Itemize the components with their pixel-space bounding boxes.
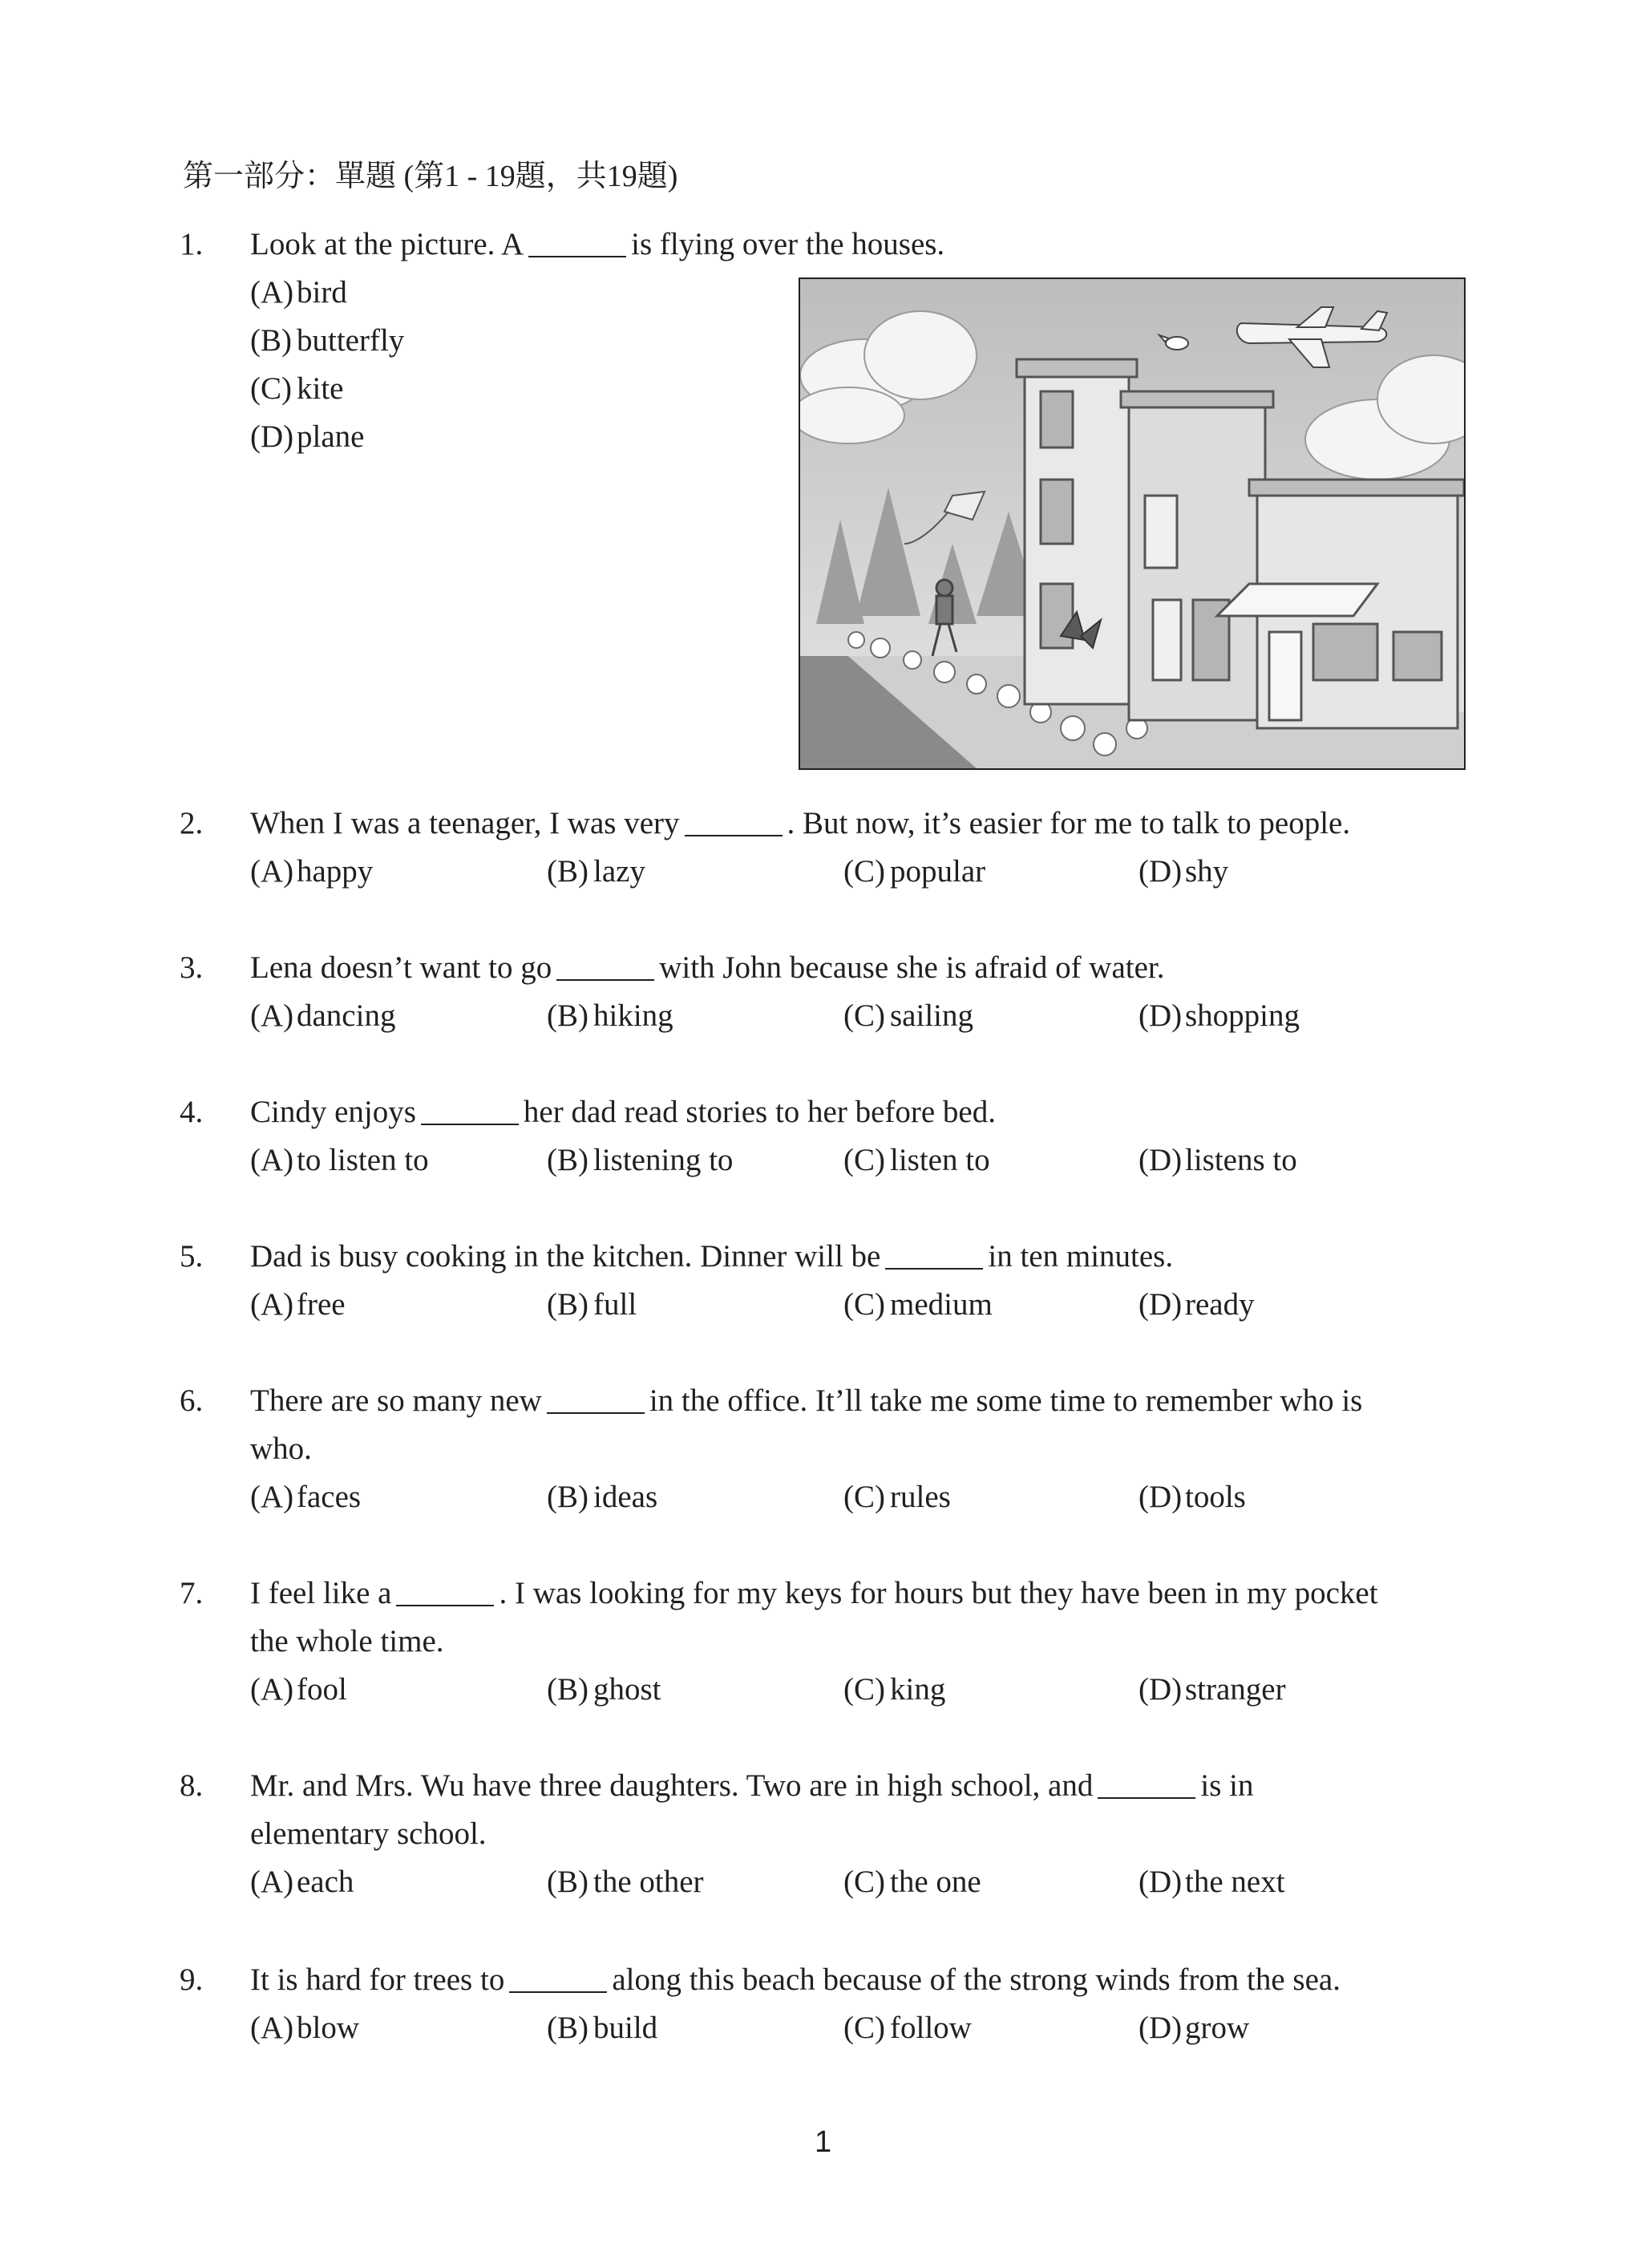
option-d[interactable]: (D)ready <box>1138 1287 1255 1322</box>
option-c[interactable]: (C) king <box>843 1672 946 1707</box>
answer-blank <box>528 232 626 257</box>
option-b[interactable]: (B) build <box>547 2011 658 2045</box>
answer-blank <box>1098 1773 1195 1799</box>
question-text: It is hard for trees to along this beach because of the strong winds from the sea. <box>250 1962 1341 1997</box>
answer-blank <box>421 1100 519 1125</box>
option-a[interactable]: (A)dancing <box>250 998 396 1033</box>
answer-blank <box>509 1967 607 1993</box>
option-c[interactable]: (C) sailing <box>843 998 973 1033</box>
option-d[interactable]: (D)tools <box>1138 1480 1246 1514</box>
question-text-continued: elementary school. <box>250 1816 487 1851</box>
option-a[interactable]: (A)each <box>250 1865 354 1899</box>
option-a[interactable]: (A)free <box>250 1287 346 1322</box>
option-b[interactable]: (B) lazy <box>547 854 645 889</box>
option-a[interactable]: (A)happy <box>250 854 374 889</box>
option-b[interactable]: (B) the other <box>547 1865 704 1899</box>
question-picture <box>799 277 1466 770</box>
question-text-continued: the whole time. <box>250 1624 444 1658</box>
option-c[interactable]: (C) kite <box>250 371 344 406</box>
question-text: When I was a teenager, I was very . But now, it’s easier for me to talk to people. <box>250 806 1351 840</box>
section-title: 第一部分：單題 (第1 - 19題，共19題) <box>183 160 678 193</box>
answer-blank <box>396 1581 494 1606</box>
option-c[interactable]: (C) rules <box>843 1480 951 1514</box>
option-d[interactable]: (D)listens to <box>1138 1143 1297 1177</box>
answer-blank <box>547 1388 645 1414</box>
question-text: I feel like a . I was looking for my keys for hours but they have been in my pocket <box>250 1576 1378 1610</box>
question-number: 5. <box>180 1239 204 1274</box>
option-a[interactable]: (A)fool <box>250 1672 347 1707</box>
question-number: 9. <box>180 1962 204 1997</box>
option-d[interactable]: (D)grow <box>1138 2011 1250 2045</box>
option-b[interactable]: (B) ideas <box>547 1480 658 1514</box>
option-c[interactable]: (C) medium <box>843 1287 993 1322</box>
option-c[interactable]: (C) follow <box>843 2011 972 2045</box>
question-number: 8. <box>180 1768 204 1803</box>
option-d[interactable]: (D)shopping <box>1138 998 1300 1033</box>
option-a[interactable]: (A)to listen to <box>250 1143 429 1177</box>
question-text: Mr. and Mrs. Wu have three daughters. Two are in high school, and is in <box>250 1768 1254 1803</box>
option-d[interactable]: (D)stranger <box>1138 1672 1286 1707</box>
option-a[interactable]: (A)blow <box>250 2011 359 2045</box>
question-text-continued: who. <box>250 1432 312 1466</box>
building-left <box>1017 359 1137 704</box>
question-number: 1. <box>180 227 204 261</box>
question-number: 7. <box>180 1576 204 1610</box>
option-d[interactable]: (D)the next <box>1138 1865 1285 1899</box>
question-number: 3. <box>180 950 204 985</box>
option-b[interactable]: (B) ghost <box>547 1672 661 1707</box>
page-number: 1 <box>815 2125 832 2159</box>
option-c[interactable]: (C) the one <box>843 1865 981 1899</box>
building-middle <box>1121 391 1273 720</box>
option-a[interactable]: (A)faces <box>250 1480 362 1514</box>
option-b[interactable]: (B) listening to <box>547 1143 734 1177</box>
answer-blank <box>556 955 654 981</box>
question-text: Dad is busy cooking in the kitchen. Dinner will be in ten minutes. <box>250 1239 1174 1274</box>
option-b[interactable]: (B) butterfly <box>250 323 405 358</box>
option-d[interactable]: (D)shy <box>1138 854 1229 889</box>
answer-blank <box>885 1244 983 1270</box>
question-text: Lena doesn’t want to go with John because she is afraid of water. <box>250 950 1165 985</box>
option-b[interactable]: (B) full <box>547 1287 637 1322</box>
option-c[interactable]: (C) listen to <box>843 1143 990 1177</box>
question-number: 2. <box>180 806 204 840</box>
question-text: Look at the picture. A is flying over the houses. <box>250 227 945 261</box>
option-b[interactable]: (B) hiking <box>547 998 673 1033</box>
question-number: 4. <box>180 1095 204 1129</box>
option-c[interactable]: (C) popular <box>843 854 986 889</box>
question-number: 6. <box>180 1383 204 1418</box>
answer-blank <box>685 811 783 836</box>
question-text: There are so many new in the office. It’ll take me some time to remember who is <box>250 1383 1363 1418</box>
question-text: Cindy enjoys her dad read stories to her before bed. <box>250 1095 996 1129</box>
option-d[interactable]: (D)plane <box>250 419 365 454</box>
option-a[interactable]: (A)bird <box>250 275 347 310</box>
